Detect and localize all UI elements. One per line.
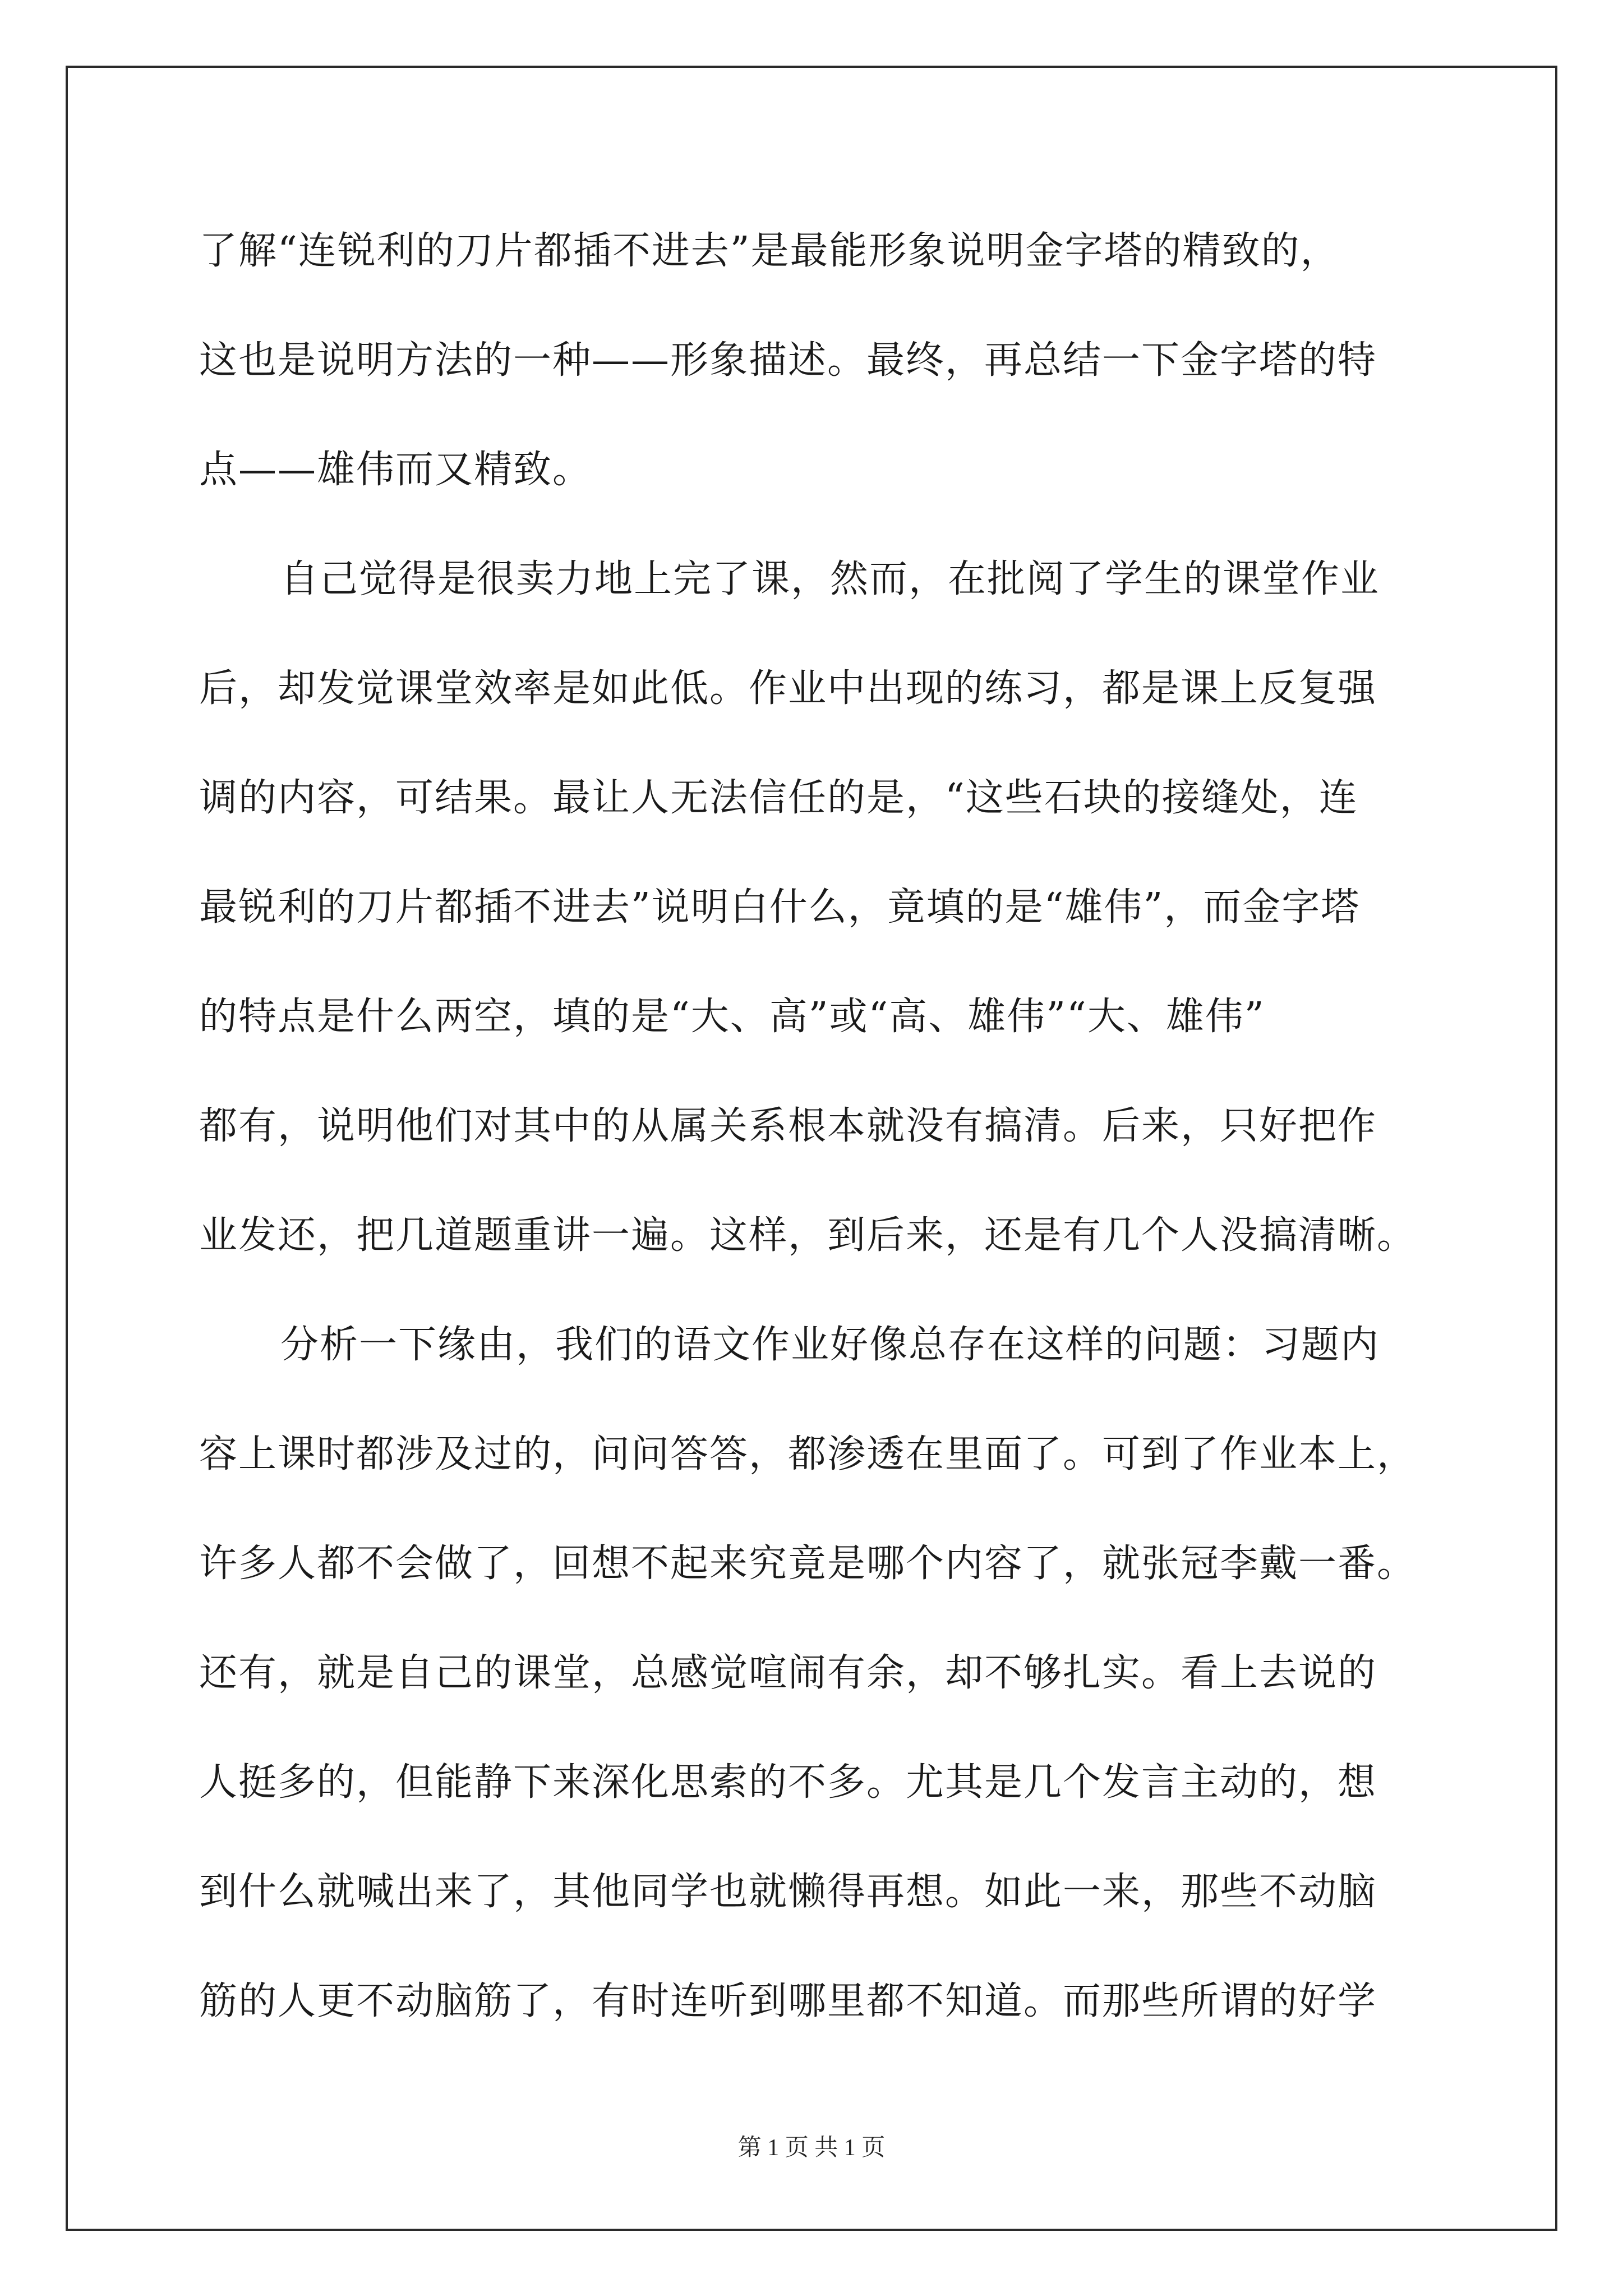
- text-line: 人挺多的，但能静下来深化思索的不多。尤其是几个发言主动的，想: [199, 1760, 1377, 1805]
- text-line: 了解“连锐利的刀片都插不进去”是最能形象说明金字塔的精致的，: [199, 229, 1340, 273]
- text-line: 容上课时都涉及过的，问问答答，都渗透在里面了。可到了作业本上，: [199, 1432, 1417, 1476]
- text-line: 点——雄伟而又精致。: [199, 448, 592, 492]
- text-line: 许多人都不会做了，回想不起来究竟是哪个内容了，就张冠李戴一番。: [199, 1542, 1417, 1586]
- document-body: [199, 196, 1433, 2056]
- text-line: 最锐利的刀片都插不进去”说明白什么，竟填的是“雄伟”，而金字塔: [199, 885, 1361, 930]
- text-line: 业发还，把几道题重讲一遍。这样，到后来，还是有几个人没搞清晰。: [199, 1213, 1417, 1258]
- text-line: 都有，说明他们对其中的从属关系根本就没有搞清。后来，只好把作: [199, 1104, 1377, 1148]
- text-line: 的特点是什么两空，填的是“大、高”或“高、雄伟”“大、雄伟”: [199, 995, 1265, 1039]
- text-line: 还有，就是自己的课堂，总感觉喧闹有余，却不够扎实。看上去说的: [199, 1651, 1377, 1695]
- text-line: 筋的人更不动脑筋了，有时连听到哪里都不知道。而那些所谓的好学: [199, 1979, 1377, 2023]
- paragraph-first-line: 分析一下缘由，我们的语文作业好像总存在这样的问题：习题内: [280, 1323, 1380, 1367]
- paragraph-first-line: 自己觉得是很卖力地上完了课，然而，在批阅了学生的课堂作业: [280, 557, 1380, 601]
- text-line: 这也是说明方法的一种——形象描述。最终，再总结一下金字塔的特: [199, 338, 1377, 383]
- text-line: 到什么就喊出来了，其他同学也就懒得再想。如此一来，那些不动脑: [199, 1870, 1377, 1914]
- text-line: 调的内容，可结果。最让人无法信任的是，“这些石块的接缝处，连: [199, 776, 1358, 820]
- page-number: 第 1 页 共 1 页: [737, 2135, 886, 2161]
- text-line: 后，却发觉课堂效率是如此低。作业中出现的练习，都是课上反复强: [199, 666, 1377, 711]
